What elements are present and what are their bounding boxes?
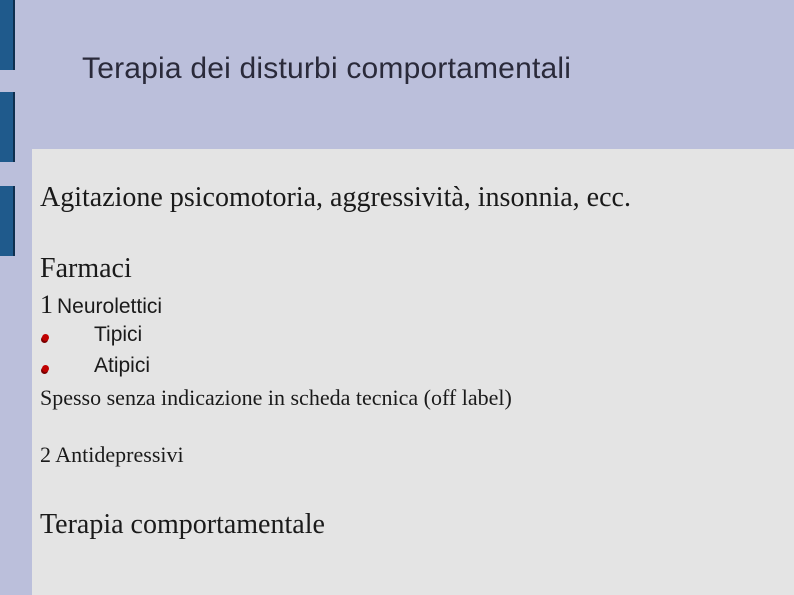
- slide-title: Terapia dei disturbi comportamentali: [82, 52, 572, 85]
- behavioral-therapy-line: Terapia comportamentale: [40, 509, 325, 540]
- left-edge-bar-2: [0, 92, 15, 162]
- bullet-icon: [42, 334, 49, 341]
- bullet-icon: [42, 365, 49, 372]
- offlabel-note: Spesso senza indicazione in scheda tecnica (off label): [40, 385, 512, 410]
- content-panel: [32, 149, 794, 595]
- item-1-label: Neurolettici: [57, 295, 163, 318]
- item-2: 2 Antidepressivi: [40, 442, 184, 467]
- sub-item-tipici: Tipici: [94, 323, 143, 346]
- drugs-heading: Farmaci: [40, 253, 132, 284]
- item-1: [40, 290, 162, 320]
- left-edge-bar-1: [0, 0, 15, 70]
- sub-item-atipici: Atipici: [94, 354, 151, 377]
- indications-line: Agitazione psicomotoria, aggressività, insonnia, ecc.: [40, 182, 631, 213]
- left-edge-bar-3: [0, 186, 15, 256]
- item-1-number: 1: [40, 290, 53, 319]
